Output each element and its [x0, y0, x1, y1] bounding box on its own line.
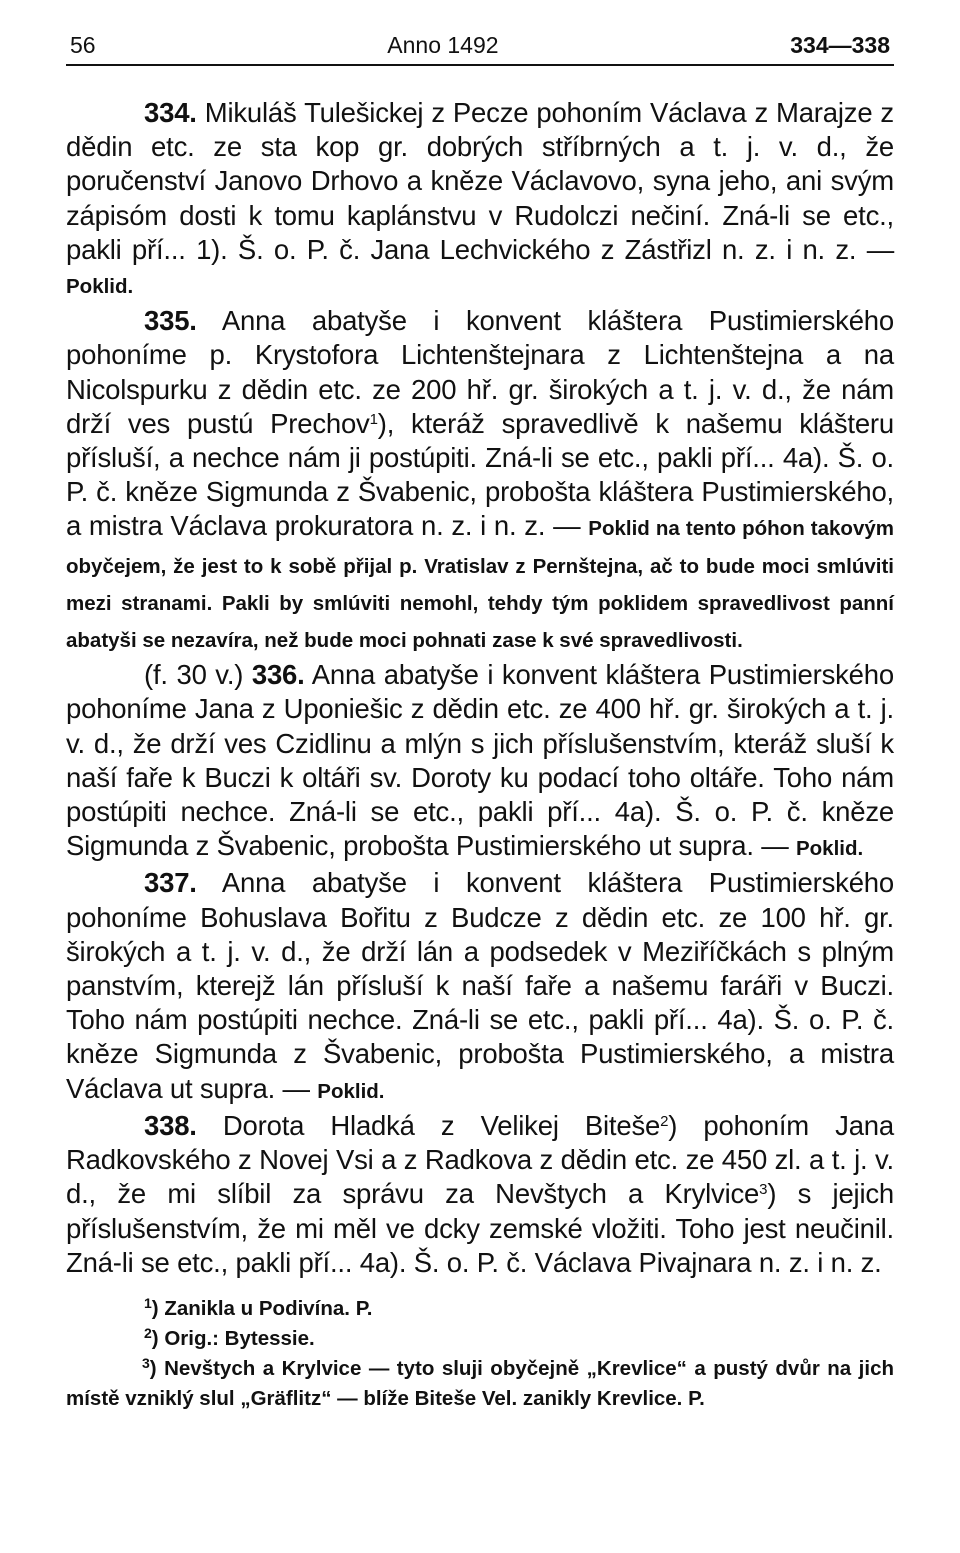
footnotes	[66, 1294, 894, 1414]
entry-note: Poklid.	[317, 1079, 385, 1103]
footnote-2	[66, 1324, 894, 1354]
entry-text: ) s jejich příslušenstvím, že mi měl ve dcky zemské vložiti. Toho jest neučinil. Zná-li se etc., pakli pří... 4a). Š. o. P. č. Václava Pivajnara n. z. i n. z.	[66, 1178, 895, 1278]
entry-335	[66, 304, 894, 658]
entry-note: Poklid na tento póhon takovým obyčejem, že jest to k sobě přijal p. Vratislav z Pernštejna, ač to bude moci smlúviti mezi stranami. Pakli by smlúviti nemohl, tehdy tým poklidem spravedlivost panní abatyši se nezavíra, než bude moci pohnati zase k své spravedlivosti.	[66, 517, 894, 653]
footnote-ref: 1	[369, 410, 378, 428]
footnote-1	[66, 1294, 894, 1324]
entry-number: 337.	[144, 867, 197, 899]
footnote-mark: 1	[144, 1294, 152, 1311]
entry-337	[66, 866, 894, 1108]
entry-text: Anna abatyše i konvent kláštera Pustimierského pohoníme Bohuslava Bořitu z Budcze z dědin etc. ze 100 hř. gr. širokých a t. j. v. d., že drží lán a podsedek v Meziříčkách s plným panstvím, kterejž lán přísluší k naší faře a našemu faráři v Buczi. Toho nám postúpiti nechce. Zná-li se etc., pakli pří... 4a). Š. o. P. č. kněze Sigmunda z Švabenic, probošta Pustimierského, a mistra Václava ut supra. —	[66, 867, 894, 1104]
entry-note: Poklid.	[795, 837, 864, 861]
footnote-text: ) Zanikla u Podivína. P.	[151, 1296, 373, 1320]
footnote-text: ) Orig.: Bytessie.	[151, 1326, 315, 1350]
footnote-text: ) Nevštych a Krylvice — tyto sluji obyčejně „Krevlice“ a pustý dvůr na jich místě vzniklý slul „Gräflitz“ — blíže Biteše Vel. zanikly Krevlice. P.	[66, 1356, 894, 1410]
entry-number: 336.	[251, 659, 305, 691]
footnote-mark: 3	[142, 1354, 150, 1371]
entry-text: Mikuláš Tulešickej z Pecze pohoním Václava z Marajze z dědin etc. ze sta kop gr. dobrých stříbrných a t. j. v. d., že poručenství Janovo Drhovo a kněze Václavovo, syna jeho, ani svým zápisóm dosti k tomu kaplánstvu v Rudolczi nečiní. Zná-li se etc., pakli pří... 1). Š. o. P. č. Jana Lechvického z Zástřizl n. z. i n. z. —	[66, 97, 894, 265]
entry-text: ) pohoním Jana Radkovského z Novej Vsi a z Radkova z dědin etc. ze 450 zl. a t. j. v. d., že mi slíbil za správu za Nevštych a Krylvice	[66, 1109, 894, 1210]
entry-note: Poklid.	[66, 275, 134, 299]
footnote-mark: 2	[144, 1324, 152, 1341]
entry-text: Anna abatyše i konvent kláštera Pustimierského pohoníme p. Krystofora Lichtenštejnara z Lichtenštejna a na Nicolspurku z dědin etc. ze 200 hř. gr. širokých a t. j. v. d., že nám drží ves pustú Prechov	[66, 305, 894, 439]
running-head	[66, 30, 894, 60]
footnote-ref: 3	[759, 1181, 768, 1199]
entry-number: 335.	[144, 305, 197, 337]
entry-text: Dorota Hladká z Velikej Biteše	[196, 1109, 661, 1141]
entry-number: 338.	[144, 1109, 197, 1141]
entry-336	[66, 658, 894, 866]
footnote-3	[66, 1354, 894, 1414]
entry-text: ), kteráž spravedlivě k našemu klášteru přísluší, a nechce nám ji postúpiti. Zná-li se etc., pakli pří... 4a). Š. o. P. č. kněze Sigmunda z Švabenic, probošta kláštera Pustimierského, a mistra Václava prokuratora n. z. i n. z. —	[66, 407, 894, 542]
footnote-ref: 2	[660, 1112, 669, 1130]
folio-marker: (f. 30 v.)	[144, 659, 244, 691]
page-number: 56	[70, 32, 96, 58]
entry-334	[66, 96, 894, 304]
entry-338	[66, 1109, 894, 1280]
header-rule	[66, 64, 894, 66]
entry-text: Anna abatyše i konvent kláštera Pustimierského pohoníme Jana z Uponiešic z dědin etc. ze 400 hř. gr. širokých a t. j. v. d., že drží ves Czidlinu a mlýn s jich příslušenstvím, kteráž sluší k naší faře k Buczi k oltáři sv. Doroty ku podací toho oltáře. Toho nám postúpiti nechce. Zná-li se etc., pakli pří... 4a). Š. o. P. č. kněze Sigmunda z Švabenic, probošta Pustimierského ut supra. —	[66, 659, 894, 862]
running-title: Anno 1492	[387, 32, 499, 58]
entry-range: 334—338	[790, 32, 890, 58]
entry-number: 334.	[144, 97, 197, 128]
document-body	[66, 96, 894, 1280]
